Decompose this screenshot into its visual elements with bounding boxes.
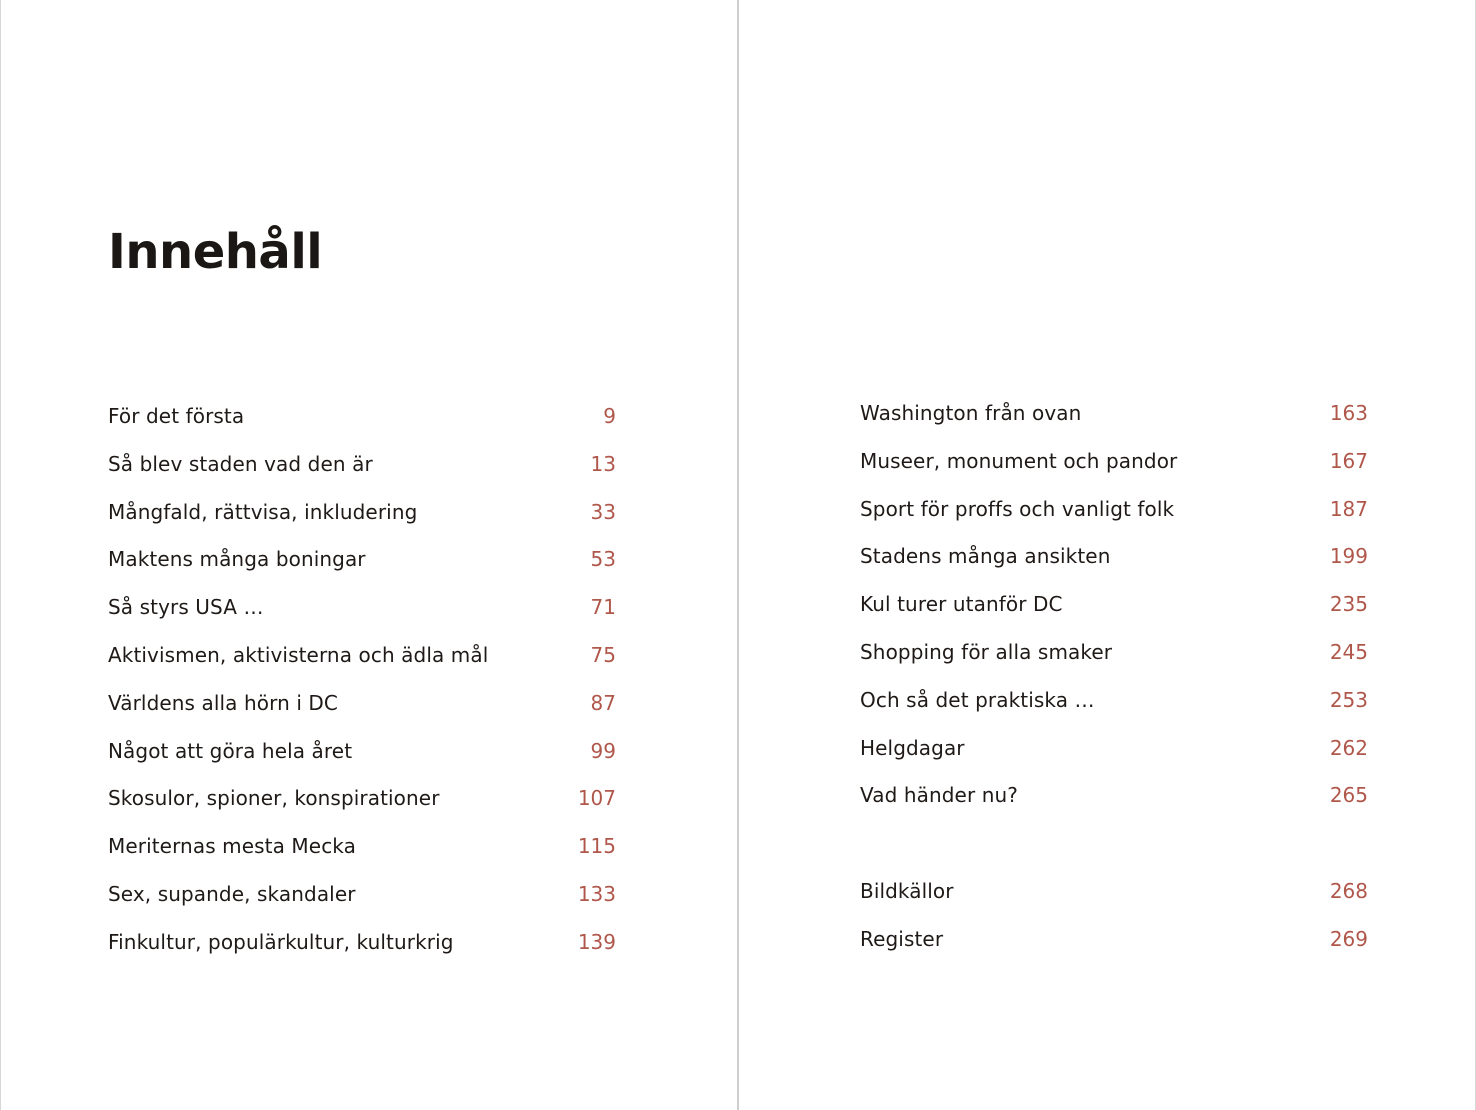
toc-list-back-matter: [860, 868, 1368, 964]
page-title: Innehåll: [108, 224, 323, 280]
toc-entry: [108, 728, 616, 776]
toc-entry-title: Mångfald, rättvisa, inkludering: [108, 499, 418, 524]
toc-entry-title: Sex, supande, skandaler: [108, 881, 356, 906]
toc-entry: [860, 725, 1368, 773]
toc-entry: [860, 533, 1368, 581]
toc-entry-title: Helgdagar: [860, 735, 965, 760]
toc-entry-title: Meriternas mesta Mecka: [108, 834, 356, 859]
toc-entry-page-number: 115: [577, 834, 616, 859]
toc-entry-title: Aktivismen, aktivisterna och ädla mål: [108, 642, 489, 667]
toc-entry-title: Washington från ovan: [860, 401, 1082, 425]
toc-entry: [860, 486, 1368, 534]
toc-entry-page-number: 99: [590, 738, 616, 763]
toc-entry-page-number: 33: [590, 499, 616, 524]
toc-entry-title: Maktens många boningar: [108, 547, 366, 572]
toc-entry: [860, 772, 1368, 820]
toc-entry: [108, 680, 616, 728]
toc-entry: [108, 632, 616, 680]
toc-entry-page-number: 71: [590, 595, 616, 620]
toc-entry-page-number: 75: [590, 642, 616, 667]
toc-list-left: [108, 393, 616, 967]
toc-entry: [108, 871, 616, 919]
toc-entry-title: Museer, monument och pandor: [860, 448, 1178, 473]
toc-entry-title: Och så det praktiska …: [860, 687, 1095, 712]
toc-entry-title: Sport för proffs och vanligt folk: [860, 496, 1175, 521]
toc-entry: [860, 677, 1368, 725]
toc-entry-title: Världens alla hörn i DC: [108, 690, 338, 715]
toc-entry: [108, 584, 616, 632]
toc-entry-title: Så styrs USA …: [108, 595, 264, 620]
toc-entry-page-number: 139: [577, 929, 616, 954]
toc-entry-title: Finkultur, populärkultur, kulturkrig: [108, 929, 454, 954]
toc-entry-page-number: 269: [1329, 926, 1368, 951]
toc-entry-title: Vad händer nu?: [860, 783, 1018, 808]
toc-entry-title: Stadens många ansikten: [860, 544, 1111, 569]
toc-entry: [860, 916, 1368, 964]
toc-entry: [108, 441, 616, 489]
toc-entry-page-number: 268: [1329, 879, 1368, 903]
toc-entry-page-number: 199: [1329, 544, 1368, 569]
toc-entry-title: Skosulor, spioner, konspirationer: [108, 786, 440, 811]
toc-entry-title: För det första: [108, 404, 245, 428]
toc-entry: [108, 489, 616, 537]
toc-entry: [860, 581, 1368, 629]
toc-entry-page-number: 133: [577, 881, 616, 906]
toc-entry-title: Kul turer utanför DC: [860, 592, 1063, 617]
toc-entry-page-number: 265: [1329, 783, 1368, 808]
toc-entry-title: Så blev staden vad den är: [108, 451, 373, 476]
toc-entry: [860, 390, 1368, 438]
toc-entry-title: Något att göra hela året: [108, 738, 353, 763]
toc-entry-page-number: 167: [1329, 448, 1368, 473]
toc-entry-title: Bildkällor: [860, 879, 954, 903]
toc-entry: [860, 868, 1368, 916]
toc-entry-page-number: 187: [1329, 496, 1368, 521]
toc-entry-page-number: 253: [1329, 687, 1368, 712]
toc-entry-page-number: 87: [590, 690, 616, 715]
toc-entry-page-number: 163: [1329, 401, 1368, 425]
toc-entry-page-number: 13: [590, 451, 616, 476]
left-page: [0, 0, 737, 1110]
toc-entry-title: Register: [860, 926, 944, 951]
toc-entry-title: Shopping för alla smaker: [860, 639, 1113, 664]
toc-entry-page-number: 107: [577, 786, 616, 811]
toc-entry-page-number: 262: [1329, 735, 1368, 760]
toc-entry-page-number: 9: [603, 404, 616, 428]
right-page: [739, 0, 1476, 1110]
toc-entry-page-number: 235: [1329, 592, 1368, 617]
toc-list-right: [860, 390, 1368, 820]
toc-entry-page-number: 53: [590, 547, 616, 572]
toc-entry: [108, 775, 616, 823]
toc-entry: [108, 393, 616, 441]
toc-entry: [108, 919, 616, 967]
toc-entry: [108, 823, 616, 871]
toc-entry: [860, 629, 1368, 677]
toc-entry: [108, 536, 616, 584]
toc-entry-page-number: 245: [1329, 639, 1368, 664]
toc-entry: [860, 438, 1368, 486]
